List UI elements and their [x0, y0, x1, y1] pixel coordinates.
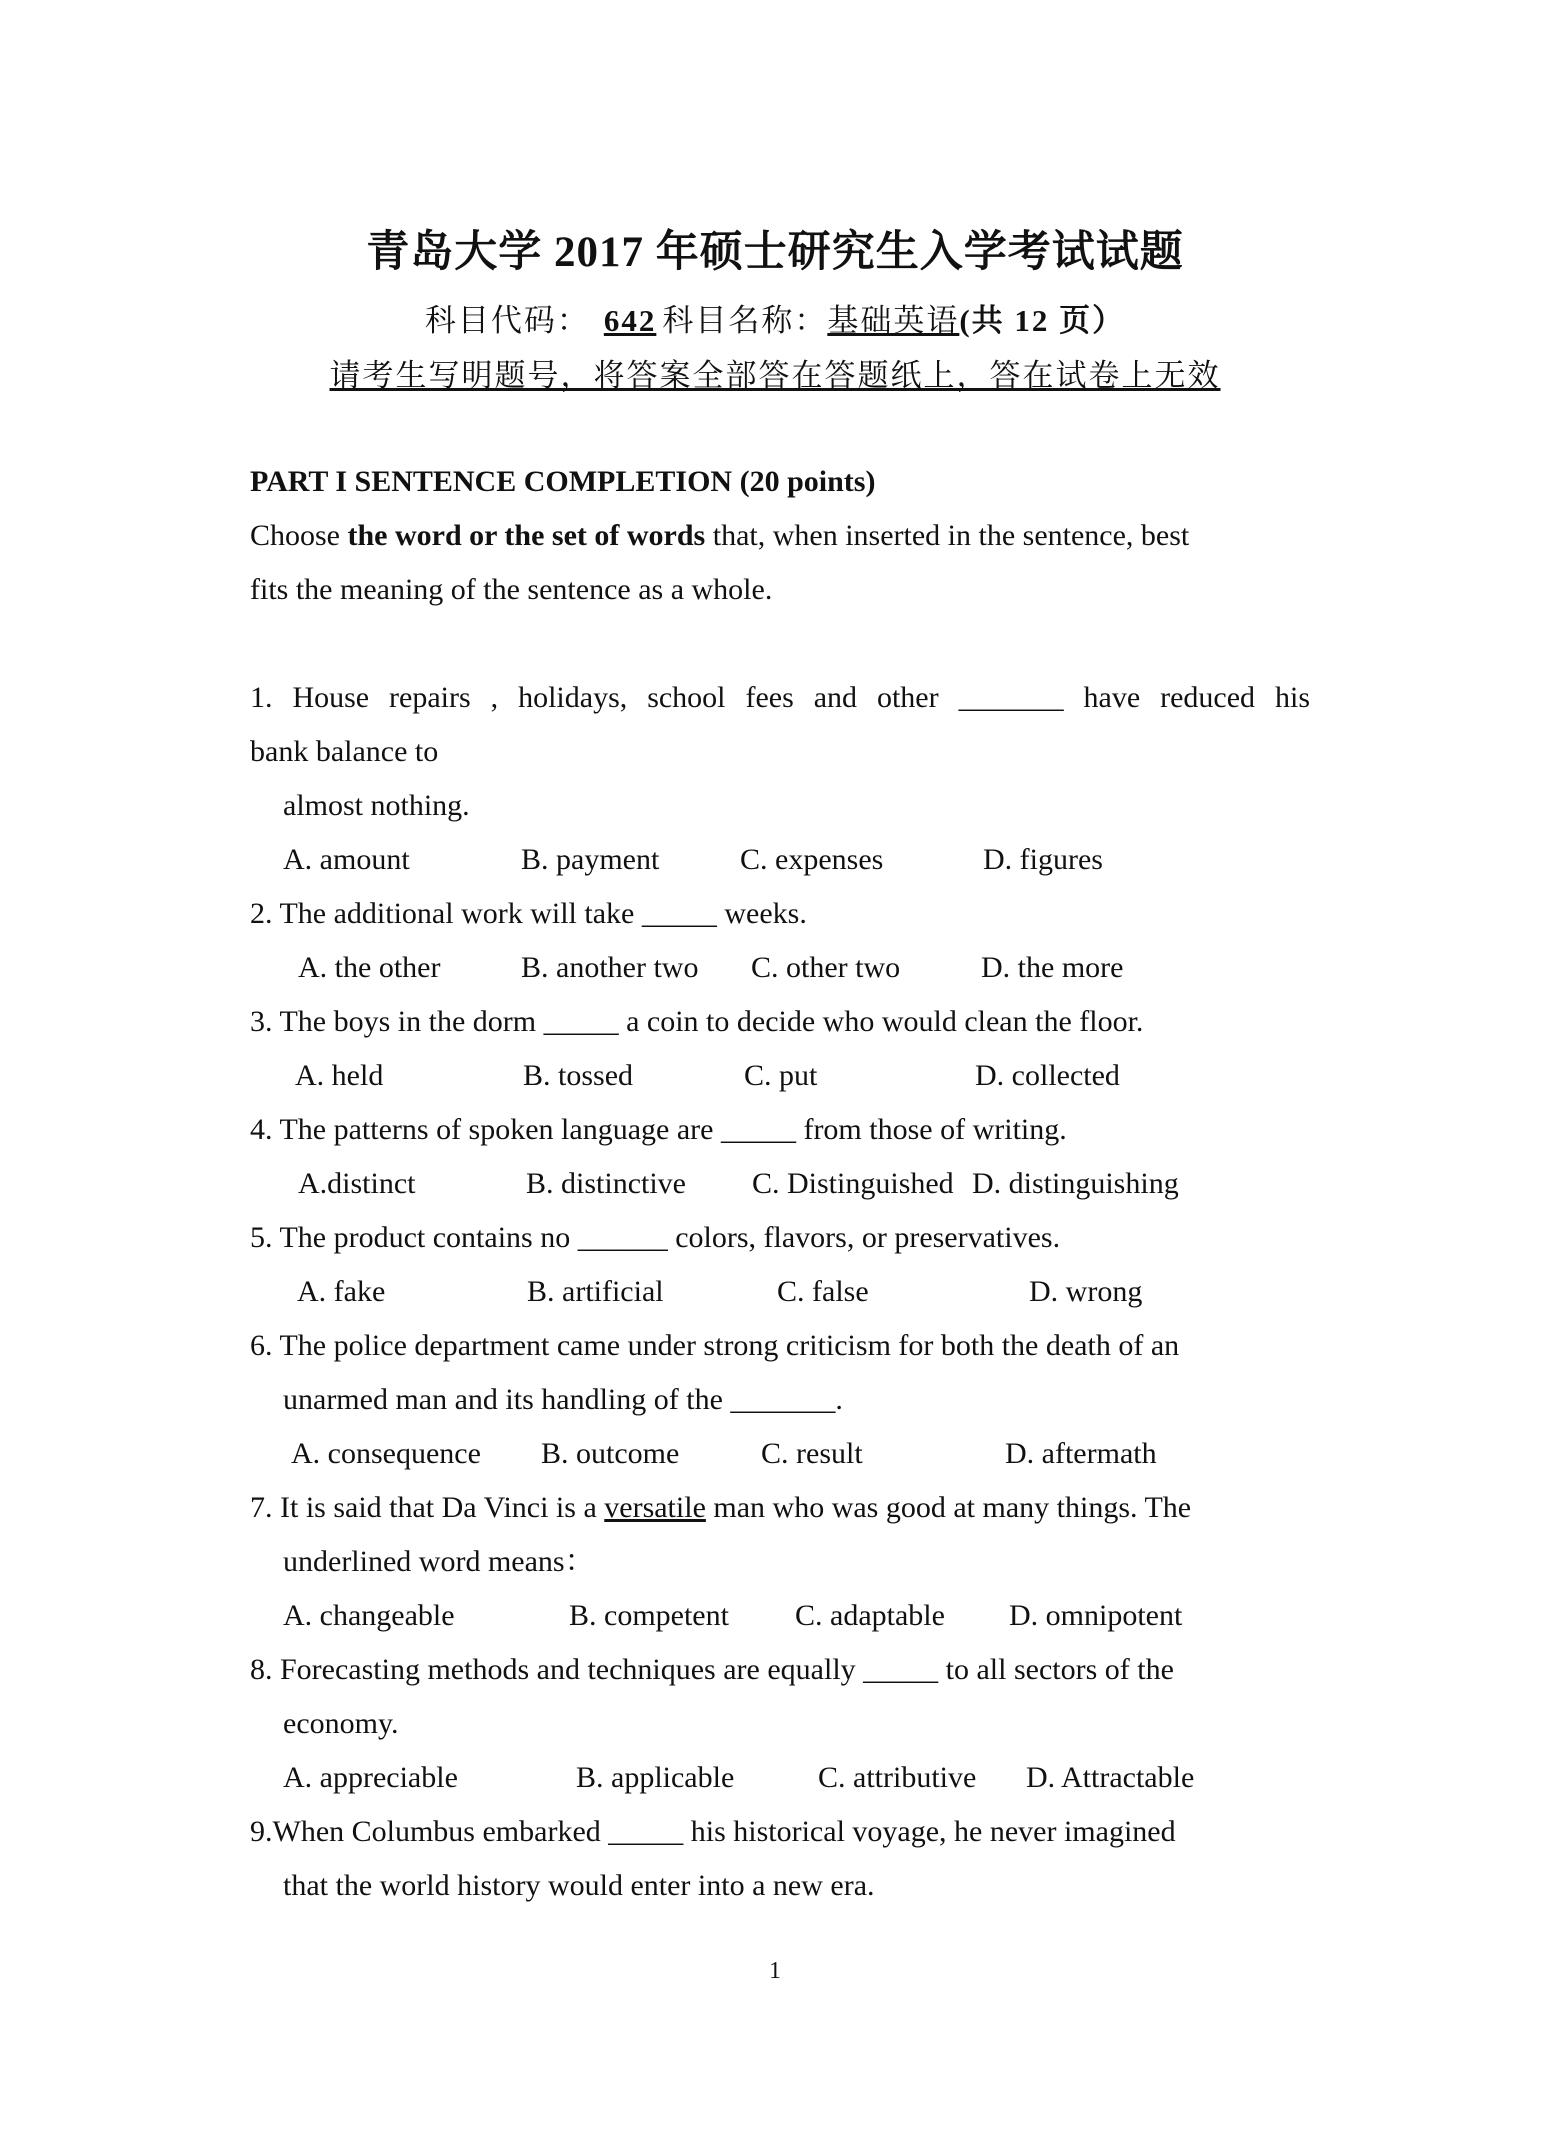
question-5-options	[250, 1265, 1310, 1319]
subject-name: 基础英语	[827, 303, 960, 338]
subject-line	[0, 295, 1550, 340]
option-c: C. attributive	[818, 1761, 977, 1794]
option-b: B. applicable	[576, 1761, 735, 1794]
option-b: B. another two	[521, 951, 699, 984]
option-d: D. figures	[983, 843, 1103, 876]
question-9-line-1: 9.When Columbus embarked _____ his historical voyage, he never imagined	[250, 1815, 1176, 1848]
subject-name-label: 科目名称：	[662, 303, 828, 338]
option-c: C. put	[744, 1059, 818, 1092]
option-a: A. amount	[283, 843, 410, 876]
question-8-options	[250, 1751, 1310, 1805]
option-a: A. held	[295, 1059, 384, 1092]
option-a: A.distinct	[298, 1167, 416, 1200]
option-d: D. Attractable	[1026, 1761, 1195, 1794]
question-7-line-2: underlined word means：	[283, 1545, 595, 1578]
option-b: B. tossed	[523, 1059, 634, 1092]
option-d: D. the more	[981, 951, 1124, 984]
underlined-word: versatile	[604, 1491, 706, 1524]
page-number: 1	[769, 1958, 781, 1984]
question-2-options	[250, 941, 1310, 995]
option-a: A. appreciable	[283, 1761, 458, 1794]
question-3: 3. The boys in the dorm _____ a coin to decide who would clean the floor.	[250, 1005, 1144, 1038]
subject-code-label: 科目代码：	[424, 303, 590, 338]
option-a: A. consequence	[291, 1437, 481, 1470]
option-b: B. payment	[521, 843, 660, 876]
option-c: C. result	[761, 1437, 863, 1470]
instructions-text: Choose	[250, 519, 348, 552]
exam-title: 青岛大学 2017 年硕士研究生入学考试试题	[366, 229, 1184, 276]
instructions-text: that, when inserted in the sentence, best	[705, 519, 1190, 552]
question-1-line-1: 1. House repairs , holidays, school fees and other _______ have reduced his	[250, 681, 1310, 714]
option-c: C. Distinguished	[752, 1167, 954, 1200]
question-9-line-2: that the world history would enter into a new era.	[283, 1869, 875, 1902]
exam-notice: 请考生写明题号，将答案全部答在答题纸上，答在试卷上无效	[329, 358, 1221, 393]
instructions	[250, 509, 1310, 563]
option-a: A. fake	[297, 1275, 386, 1308]
question-7-text: 7. It is said that Da Vinci is a	[250, 1491, 605, 1524]
option-d: D. wrong	[1029, 1275, 1143, 1308]
option-c: C. false	[777, 1275, 869, 1308]
option-b: B. competent	[569, 1599, 729, 1632]
question-6-line-1: 6. The police department came under strong criticism for both the death of an	[250, 1329, 1180, 1362]
question-7-text: man who was good at many things. The	[705, 1491, 1192, 1524]
option-a: A. changeable	[283, 1599, 455, 1632]
question-1-line-3: almost nothing.	[283, 789, 470, 822]
question-1-line-2: bank balance to	[250, 735, 439, 768]
part-heading: PART I SENTENCE COMPLETION (20 points)	[250, 465, 876, 498]
instructions-line-2: fits the meaning of the sentence as a whole.	[250, 573, 773, 606]
subject-code: 642	[603, 303, 657, 338]
question-4-options	[250, 1157, 1310, 1211]
option-b: B. artificial	[527, 1275, 664, 1308]
option-c: C. expenses	[740, 843, 884, 876]
option-d: D. omnipotent	[1009, 1599, 1183, 1632]
question-4: 4. The patterns of spoken language are _____ from those of writing.	[250, 1113, 1067, 1146]
option-d: D. collected	[975, 1059, 1120, 1092]
option-c: C. adaptable	[795, 1599, 945, 1632]
exam-content	[250, 455, 1310, 1913]
instructions-bold: the word or the set of words	[347, 519, 706, 552]
page-count: (共 12 页）	[959, 303, 1126, 338]
option-a: A. the other	[298, 951, 441, 984]
question-6-line-2: unarmed man and its handling of the _______.	[283, 1383, 843, 1416]
question-8-line-1: 8. Forecasting methods and techniques are equally _____ to all sectors of the	[250, 1653, 1174, 1686]
question-5: 5. The product contains no ______ colors, flavors, or preservatives.	[250, 1221, 1061, 1254]
option-d: D. distinguishing	[972, 1167, 1179, 1200]
question-1-options	[250, 833, 1310, 887]
option-d: D. aftermath	[1005, 1437, 1157, 1470]
question-8-line-2: economy.	[283, 1707, 399, 1740]
question-6-options	[250, 1427, 1310, 1481]
option-c: C. other two	[751, 951, 901, 984]
question-3-options	[250, 1049, 1310, 1103]
question-7-line-1	[250, 1481, 1310, 1535]
option-b: B. distinctive	[526, 1167, 686, 1200]
question-2: 2. The additional work will take _____ weeks.	[250, 897, 807, 930]
option-b: B. outcome	[541, 1437, 680, 1470]
question-7-options	[250, 1589, 1310, 1643]
spacer	[250, 617, 1310, 671]
